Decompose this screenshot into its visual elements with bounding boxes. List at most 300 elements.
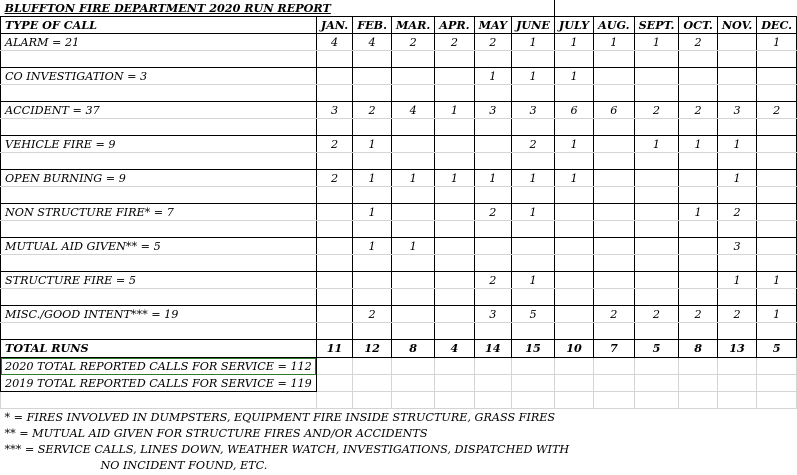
month-count-cell[interactable]: 1	[634, 136, 679, 153]
empty-cell[interactable]	[634, 221, 679, 238]
month-count-cell[interactable]	[717, 68, 756, 85]
month-count-cell[interactable]	[757, 68, 797, 85]
empty-cell[interactable]	[392, 323, 435, 340]
month-count-cell[interactable]: 1	[353, 136, 392, 153]
empty-cell[interactable]	[757, 187, 797, 204]
empty-cell[interactable]	[594, 51, 635, 68]
empty-cell[interactable]	[554, 51, 593, 68]
call-type-label[interactable]: MISC./GOOD INTENT*** = 19	[1, 306, 317, 323]
empty-cell[interactable]	[316, 358, 352, 375]
month-count-cell[interactable]	[435, 68, 474, 85]
month-count-cell[interactable]: 1	[679, 204, 717, 221]
empty-cell[interactable]	[757, 255, 797, 272]
month-count-cell[interactable]: 1	[512, 170, 555, 187]
month-count-cell[interactable]: 2	[316, 136, 352, 153]
empty-cell[interactable]	[717, 323, 756, 340]
month-header-nov[interactable]: NOV.	[717, 17, 756, 34]
month-count-cell[interactable]	[554, 306, 593, 323]
empty-cell[interactable]	[435, 51, 474, 68]
month-count-cell[interactable]	[554, 238, 593, 255]
footnote-text[interactable]: ** = MUTUAL AID GIVEN FOR STRUCTURE FIRES AND/OR ACCIDENTS	[4, 426, 428, 440]
month-count-cell[interactable]: 1	[554, 136, 593, 153]
empty-cell[interactable]	[594, 255, 635, 272]
empty-cell[interactable]	[316, 392, 352, 409]
month-count-cell[interactable]: 2	[474, 34, 512, 51]
month-count-cell[interactable]: 2	[435, 34, 474, 51]
empty-cell[interactable]	[634, 85, 679, 102]
month-count-cell[interactable]: 6	[554, 102, 593, 119]
empty-cell[interactable]	[353, 255, 392, 272]
empty-cell[interactable]	[474, 119, 512, 136]
empty-cell[interactable]	[1, 187, 317, 204]
month-count-cell[interactable]: 4	[353, 34, 392, 51]
empty-cell[interactable]	[392, 221, 435, 238]
call-type-label[interactable]: NON STRUCTURE FIRE* = 7	[1, 204, 317, 221]
empty-cell[interactable]	[594, 85, 635, 102]
month-count-cell[interactable]: 3	[474, 306, 512, 323]
month-count-cell[interactable]: 2	[353, 102, 392, 119]
empty-cell[interactable]	[353, 323, 392, 340]
month-count-cell[interactable]	[435, 136, 474, 153]
total-runs-cell[interactable]: 15	[512, 340, 555, 358]
month-count-cell[interactable]: 1	[717, 170, 756, 187]
empty-cell[interactable]	[679, 221, 717, 238]
footnote-text[interactable]: *** = SERVICE CALLS, LINES DOWN, WEATHER WATCH, INVESTIGATIONS, DISPATCHED WITH	[4, 442, 570, 456]
empty-cell[interactable]	[512, 85, 555, 102]
month-count-cell[interactable]: 3	[512, 102, 555, 119]
empty-cell[interactable]	[474, 221, 512, 238]
empty-cell[interactable]	[554, 289, 593, 306]
total-runs-cell[interactable]: 4	[435, 340, 474, 358]
month-count-cell[interactable]	[316, 68, 352, 85]
month-count-cell[interactable]	[435, 204, 474, 221]
empty-cell[interactable]	[1, 255, 317, 272]
empty-cell[interactable]	[392, 187, 435, 204]
month-count-cell[interactable]	[474, 136, 512, 153]
month-count-cell[interactable]: 1	[594, 34, 635, 51]
month-count-cell[interactable]: 2	[392, 34, 435, 51]
empty-cell[interactable]	[474, 51, 512, 68]
empty-cell[interactable]	[353, 51, 392, 68]
empty-cell[interactable]	[512, 255, 555, 272]
month-count-cell[interactable]: 1	[554, 34, 593, 51]
month-count-cell[interactable]: 1	[353, 204, 392, 221]
empty-cell[interactable]	[435, 289, 474, 306]
month-count-cell[interactable]	[594, 170, 635, 187]
empty-cell[interactable]	[316, 119, 352, 136]
total-runs-label[interactable]: TOTAL RUNS	[1, 340, 317, 358]
month-count-cell[interactable]: 2	[634, 102, 679, 119]
month-header-june[interactable]: JUNE	[512, 17, 555, 34]
month-count-cell[interactable]: 2	[594, 306, 635, 323]
month-count-cell[interactable]	[634, 170, 679, 187]
month-count-cell[interactable]	[594, 272, 635, 289]
month-count-cell[interactable]: 2	[717, 306, 756, 323]
empty-cell[interactable]	[634, 289, 679, 306]
empty-cell[interactable]	[353, 85, 392, 102]
total-runs-cell[interactable]: 8	[392, 340, 435, 358]
call-type-label[interactable]: OPEN BURNING = 9	[1, 170, 317, 187]
month-count-cell[interactable]: 2	[717, 204, 756, 221]
month-header-jan[interactable]: JAN.	[316, 17, 352, 34]
month-count-cell[interactable]: 1	[554, 170, 593, 187]
month-count-cell[interactable]: 3	[474, 102, 512, 119]
month-count-cell[interactable]: 1	[435, 170, 474, 187]
empty-cell[interactable]	[316, 51, 352, 68]
month-header-july[interactable]: JULY	[554, 17, 593, 34]
empty-cell[interactable]	[353, 119, 392, 136]
empty-cell[interactable]	[594, 153, 635, 170]
empty-cell[interactable]	[392, 392, 435, 409]
month-header-aug[interactable]: AUG.	[594, 17, 635, 34]
empty-cell[interactable]	[353, 153, 392, 170]
empty-cell[interactable]	[474, 85, 512, 102]
month-count-cell[interactable]	[392, 306, 435, 323]
type-of-call-header[interactable]: TYPE OF CALL	[1, 17, 317, 34]
call-type-label[interactable]: MUTUAL AID GIVEN** = 5	[1, 238, 317, 255]
empty-cell[interactable]	[512, 358, 555, 375]
month-header-oct[interactable]: OCT.	[679, 17, 717, 34]
month-count-cell[interactable]	[757, 238, 797, 255]
month-count-cell[interactable]: 2	[316, 170, 352, 187]
report-title[interactable]: BLUFFTON FIRE DEPARTMENT 2020 RUN REPORT	[1, 0, 555, 17]
month-count-cell[interactable]: 1	[717, 136, 756, 153]
month-header-mar[interactable]: MAR.	[392, 17, 435, 34]
empty-cell[interactable]	[435, 153, 474, 170]
empty-cell[interactable]	[717, 392, 756, 409]
empty-cell[interactable]	[512, 221, 555, 238]
month-count-cell[interactable]	[757, 136, 797, 153]
empty-cell[interactable]	[554, 187, 593, 204]
empty-cell[interactable]	[435, 323, 474, 340]
month-header-sept[interactable]: SEPT.	[634, 17, 679, 34]
empty-cell[interactable]	[594, 221, 635, 238]
summary-cell[interactable]: 2019 TOTAL REPORTED CALLS FOR SERVICE = 119	[1, 375, 317, 392]
month-count-cell[interactable]	[474, 238, 512, 255]
month-count-cell[interactable]: 2	[634, 306, 679, 323]
empty-cell[interactable]	[634, 392, 679, 409]
empty-cell[interactable]	[512, 392, 555, 409]
month-count-cell[interactable]: 1	[392, 170, 435, 187]
month-count-cell[interactable]: 3	[316, 102, 352, 119]
empty-cell[interactable]	[435, 375, 474, 392]
empty-cell[interactable]	[474, 392, 512, 409]
month-header-dec[interactable]: DEC.	[757, 17, 797, 34]
summary-cell[interactable]: 2020 TOTAL REPORTED CALLS FOR SERVICE = 112	[1, 358, 317, 375]
empty-cell[interactable]	[594, 119, 635, 136]
empty-cell[interactable]	[316, 85, 352, 102]
empty-cell[interactable]	[1, 85, 317, 102]
empty-cell[interactable]	[435, 221, 474, 238]
month-count-cell[interactable]	[634, 272, 679, 289]
empty-cell[interactable]	[554, 221, 593, 238]
empty-cell[interactable]	[316, 153, 352, 170]
empty-cell[interactable]	[594, 392, 635, 409]
footnote-text[interactable]: * = FIRES INVOLVED IN DUMPSTERS, EQUIPMENT FIRE INSIDE STRUCTURE, GRASS FIRES	[4, 410, 556, 424]
month-count-cell[interactable]: 1	[435, 102, 474, 119]
month-count-cell[interactable]: 1	[392, 238, 435, 255]
empty-cell[interactable]	[679, 255, 717, 272]
month-count-cell[interactable]	[353, 272, 392, 289]
empty-cell[interactable]	[679, 187, 717, 204]
empty-cell[interactable]	[679, 119, 717, 136]
total-runs-cell[interactable]: 5	[634, 340, 679, 358]
empty-cell[interactable]	[757, 85, 797, 102]
empty-cell[interactable]	[634, 358, 679, 375]
empty-cell[interactable]	[392, 51, 435, 68]
empty-cell[interactable]	[512, 289, 555, 306]
empty-cell[interactable]	[435, 85, 474, 102]
call-type-label[interactable]: STRUCTURE FIRE = 5	[1, 272, 317, 289]
empty-cell[interactable]	[717, 289, 756, 306]
month-count-cell[interactable]: 1	[757, 306, 797, 323]
month-count-cell[interactable]	[435, 272, 474, 289]
month-count-cell[interactable]: 1	[353, 170, 392, 187]
month-count-cell[interactable]	[634, 68, 679, 85]
empty-cell[interactable]	[679, 289, 717, 306]
empty-cell[interactable]	[757, 323, 797, 340]
empty-cell[interactable]	[474, 255, 512, 272]
empty-cell[interactable]	[474, 375, 512, 392]
month-count-cell[interactable]	[679, 170, 717, 187]
month-count-cell[interactable]	[392, 68, 435, 85]
empty-cell[interactable]	[435, 187, 474, 204]
month-count-cell[interactable]	[392, 272, 435, 289]
month-count-cell[interactable]: 1	[474, 170, 512, 187]
empty-cell[interactable]	[392, 255, 435, 272]
month-count-cell[interactable]: 1	[634, 34, 679, 51]
footnote-text[interactable]: NO INCIDENT FOUND, ETC.	[100, 458, 268, 472]
empty-cell[interactable]	[679, 375, 717, 392]
empty-cell[interactable]	[757, 221, 797, 238]
empty-cell[interactable]	[353, 289, 392, 306]
empty-cell[interactable]	[316, 375, 352, 392]
empty-cell[interactable]	[512, 51, 555, 68]
empty-cell[interactable]	[634, 375, 679, 392]
month-count-cell[interactable]: 1	[512, 204, 555, 221]
empty-cell[interactable]	[435, 358, 474, 375]
month-count-cell[interactable]	[435, 306, 474, 323]
empty-cell[interactable]	[679, 392, 717, 409]
month-count-cell[interactable]: 2	[512, 136, 555, 153]
call-type-label[interactable]: CO INVESTIGATION = 3	[1, 68, 317, 85]
month-count-cell[interactable]	[594, 238, 635, 255]
month-count-cell[interactable]	[554, 204, 593, 221]
empty-cell[interactable]	[1, 289, 317, 306]
month-count-cell[interactable]: 1	[512, 272, 555, 289]
empty-cell[interactable]	[353, 221, 392, 238]
empty-cell[interactable]	[717, 187, 756, 204]
month-count-cell[interactable]	[392, 204, 435, 221]
empty-cell[interactable]	[554, 375, 593, 392]
month-count-cell[interactable]	[435, 238, 474, 255]
empty-cell[interactable]	[634, 153, 679, 170]
empty-cell[interactable]	[717, 119, 756, 136]
empty-cell[interactable]	[392, 375, 435, 392]
empty-cell[interactable]	[435, 119, 474, 136]
empty-cell[interactable]	[594, 323, 635, 340]
empty-cell[interactable]	[717, 221, 756, 238]
month-count-cell[interactable]	[634, 204, 679, 221]
empty-cell[interactable]	[757, 375, 797, 392]
empty-cell[interactable]	[512, 187, 555, 204]
call-type-label[interactable]: VEHICLE FIRE = 9	[1, 136, 317, 153]
empty-cell[interactable]	[392, 153, 435, 170]
empty-cell[interactable]	[316, 289, 352, 306]
empty-cell[interactable]	[392, 119, 435, 136]
empty-cell[interactable]	[512, 153, 555, 170]
month-count-cell[interactable]	[679, 272, 717, 289]
empty-cell[interactable]	[717, 85, 756, 102]
empty-cell[interactable]	[594, 289, 635, 306]
empty-cell[interactable]	[594, 187, 635, 204]
empty-cell[interactable]	[554, 255, 593, 272]
empty-cell[interactable]	[353, 375, 392, 392]
month-count-cell[interactable]: 1	[474, 68, 512, 85]
empty-cell[interactable]	[554, 358, 593, 375]
empty-cell[interactable]	[392, 289, 435, 306]
month-count-cell[interactable]: 2	[757, 102, 797, 119]
month-count-cell[interactable]: 1	[512, 68, 555, 85]
month-count-cell[interactable]: 4	[316, 34, 352, 51]
empty-cell[interactable]	[316, 255, 352, 272]
month-header-feb[interactable]: FEB.	[353, 17, 392, 34]
call-type-label[interactable]: ACCIDENT = 37	[1, 102, 317, 119]
month-count-cell[interactable]: 1	[353, 238, 392, 255]
month-count-cell[interactable]	[594, 204, 635, 221]
empty-cell[interactable]	[474, 323, 512, 340]
month-count-cell[interactable]: 6	[594, 102, 635, 119]
empty-cell[interactable]	[474, 358, 512, 375]
month-header-may[interactable]: MAY	[474, 17, 512, 34]
empty-cell[interactable]	[435, 392, 474, 409]
empty-cell[interactable]	[512, 119, 555, 136]
month-count-cell[interactable]: 2	[679, 34, 717, 51]
empty-cell[interactable]	[594, 358, 635, 375]
month-count-cell[interactable]	[316, 204, 352, 221]
month-count-cell[interactable]: 1	[757, 272, 797, 289]
empty-cell[interactable]	[679, 323, 717, 340]
empty-cell[interactable]	[1, 51, 317, 68]
empty-cell[interactable]	[679, 358, 717, 375]
month-count-cell[interactable]: 2	[353, 306, 392, 323]
empty-cell[interactable]	[474, 187, 512, 204]
total-runs-cell[interactable]: 7	[594, 340, 635, 358]
empty-cell[interactable]	[679, 153, 717, 170]
month-count-cell[interactable]: 1	[512, 34, 555, 51]
empty-cell[interactable]	[353, 187, 392, 204]
month-count-cell[interactable]	[392, 136, 435, 153]
empty-cell[interactable]	[392, 358, 435, 375]
total-runs-cell[interactable]: 5	[757, 340, 797, 358]
month-count-cell[interactable]	[554, 272, 593, 289]
month-count-cell[interactable]: 1	[679, 136, 717, 153]
total-runs-cell[interactable]: 13	[717, 340, 756, 358]
empty-cell[interactable]	[717, 255, 756, 272]
total-runs-cell[interactable]: 8	[679, 340, 717, 358]
empty-cell[interactable]	[554, 153, 593, 170]
empty-cell[interactable]	[554, 119, 593, 136]
month-count-cell[interactable]	[679, 238, 717, 255]
month-count-cell[interactable]	[316, 306, 352, 323]
month-count-cell[interactable]	[316, 238, 352, 255]
month-count-cell[interactable]: 1	[554, 68, 593, 85]
empty-cell[interactable]	[1, 323, 317, 340]
empty-cell[interactable]	[512, 375, 555, 392]
empty-cell[interactable]	[554, 392, 593, 409]
month-count-cell[interactable]: 3	[717, 238, 756, 255]
empty-cell[interactable]	[679, 85, 717, 102]
month-count-cell[interactable]	[512, 238, 555, 255]
month-count-cell[interactable]	[757, 204, 797, 221]
empty-cell[interactable]	[757, 119, 797, 136]
empty-cell[interactable]	[392, 85, 435, 102]
empty-cell[interactable]	[474, 153, 512, 170]
empty-cell[interactable]	[757, 153, 797, 170]
month-count-cell[interactable]	[316, 272, 352, 289]
month-count-cell[interactable]: 2	[474, 272, 512, 289]
empty-cell[interactable]	[554, 85, 593, 102]
empty-cell[interactable]	[757, 51, 797, 68]
empty-cell[interactable]	[717, 375, 756, 392]
empty-cell[interactable]	[679, 51, 717, 68]
empty-cell[interactable]	[594, 375, 635, 392]
empty-cell[interactable]	[757, 358, 797, 375]
empty-cell[interactable]	[1, 392, 317, 409]
empty-cell[interactable]	[554, 323, 593, 340]
call-type-label[interactable]: ALARM = 21	[1, 34, 317, 51]
empty-cell[interactable]	[634, 119, 679, 136]
empty-cell[interactable]	[717, 153, 756, 170]
empty-cell[interactable]	[634, 51, 679, 68]
month-count-cell[interactable]	[679, 68, 717, 85]
month-count-cell[interactable]	[594, 68, 635, 85]
month-count-cell[interactable]: 5	[512, 306, 555, 323]
month-count-cell[interactable]: 4	[392, 102, 435, 119]
empty-cell[interactable]	[353, 392, 392, 409]
empty-cell[interactable]	[316, 323, 352, 340]
empty-cell[interactable]	[316, 221, 352, 238]
month-count-cell[interactable]	[634, 238, 679, 255]
empty-cell[interactable]	[316, 187, 352, 204]
empty-cell[interactable]	[353, 358, 392, 375]
month-count-cell[interactable]	[353, 68, 392, 85]
total-runs-cell[interactable]: 12	[353, 340, 392, 358]
empty-cell[interactable]	[634, 187, 679, 204]
month-count-cell[interactable]: 1	[717, 272, 756, 289]
month-count-cell[interactable]: 2	[474, 204, 512, 221]
month-count-cell[interactable]	[757, 170, 797, 187]
empty-cell[interactable]	[757, 289, 797, 306]
empty-cell[interactable]	[435, 255, 474, 272]
empty-cell[interactable]	[634, 255, 679, 272]
month-count-cell[interactable]: 1	[757, 34, 797, 51]
empty-cell[interactable]	[717, 358, 756, 375]
empty-cell[interactable]	[1, 119, 317, 136]
month-count-cell[interactable]: 2	[679, 306, 717, 323]
total-runs-cell[interactable]: 10	[554, 340, 593, 358]
month-count-cell[interactable]	[717, 34, 756, 51]
month-count-cell[interactable]: 2	[679, 102, 717, 119]
empty-cell[interactable]	[512, 323, 555, 340]
month-header-apr[interactable]: APR.	[435, 17, 474, 34]
month-count-cell[interactable]: 3	[717, 102, 756, 119]
empty-cell[interactable]	[1, 153, 317, 170]
empty-cell[interactable]	[757, 392, 797, 409]
empty-cell[interactable]	[474, 289, 512, 306]
month-count-cell[interactable]	[594, 136, 635, 153]
empty-cell[interactable]	[634, 323, 679, 340]
